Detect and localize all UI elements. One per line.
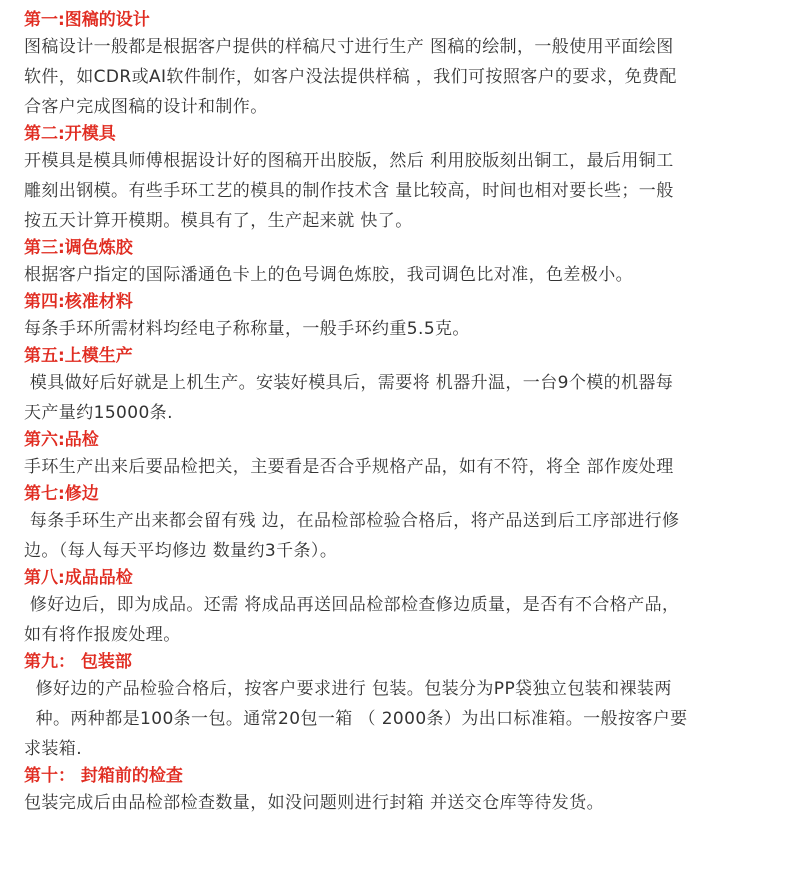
step-body-line: 模具做好后好就是上机生产。安装好模具后，需要将 机器升温，一台9个模的机器每 [24,373,674,393]
step-body [24,260,774,290]
step-body [24,32,774,122]
step-body-line: 图稿设计一般都是根据客户提供的样稿尺寸进行生产 图稿的绘制，一般使用平面绘图 [24,37,674,57]
step-title: 第三:调色炼胶 [24,238,133,258]
step-body-line: 修好边的产品检验合格后，按客户要求进行 包装。包装分为PP袋独立包装和裸装两 [24,679,672,699]
step-title: 第四:核准材料 [24,292,133,312]
step-body [24,788,774,818]
step-section [24,344,774,428]
step-body-line: 种。两种都是100条一包。通常20包一箱 （ 2000条）为出口标准箱。一般按客户要 [24,709,688,729]
step-body-line: 天产量约15000条. [24,403,173,423]
step-body [24,146,774,236]
step-section [24,236,774,290]
step-title: 第二:开模具 [24,124,116,144]
step-section [24,428,774,482]
step-body [24,506,774,566]
step-title: 第九： 包装部 [24,652,132,672]
step-body-line: 修好边后，即为成品。还需 将成品再送回品检部检查修边质量，是否有不合格产品， [24,595,680,615]
step-body-line: 开模具是模具师傅根据设计好的图稿开出胶版，然后 利用胶版刻出铜工，最后用铜工 [24,151,674,171]
step-body-line: 手环生产出来后要品检把关，主要看是否合乎规格产品，如有不符，将全 部作废处理 [24,457,674,477]
step-body [24,452,774,482]
step-body-line: 每条手环所需材料均经电子称称量，一般手环约重5.5克。 [24,319,470,339]
step-body-line: 如有将作报废处理。 [24,625,181,645]
step-section [24,290,774,344]
step-section [24,8,774,122]
step-body-line: 每条手环生产出来都会留有残 边，在品检部检验合格后，将产品送到后工序部进行修 [24,511,680,531]
step-body-line: 包装完成后由品检部检查数量，如没问题则进行封箱 并送交仓库等待发货。 [24,793,605,813]
step-body [24,368,774,428]
step-body-line: 合客户完成图稿的设计和制作。 [24,97,268,117]
step-body-line: 软件，如CDR或AI软件制作，如客户没法提供样稿 ，我们可按照客户的要求，免费配 [24,67,677,87]
step-title: 第八:成品品检 [24,568,133,588]
step-body-line: 求装箱. [24,739,83,759]
step-body-line: 边。（每人每天平均修边 数量约3千条）。 [24,541,338,561]
step-title: 第六:品检 [24,430,99,450]
step-body-line: 根据客户指定的国际潘通色卡上的色号调色炼胶，我司调色比对准，色差极小。 [24,265,633,285]
step-section [24,650,774,764]
step-title: 第十： 封箱前的检查 [24,766,183,786]
step-title: 第一:图稿的设计 [24,10,150,30]
step-body [24,590,774,650]
step-body [24,674,774,764]
step-section [24,764,774,818]
step-body [24,314,774,344]
step-section [24,482,774,566]
step-section [24,566,774,650]
step-title: 第七:修边 [24,484,99,504]
step-section [24,122,774,236]
step-body-line: 雕刻出钢模。有些手环工艺的模具的制作技术含 量比较高，时间也相对要长些；一般 [24,181,674,201]
step-title: 第五:上模生产 [24,346,133,366]
step-body-line: 按五天计算开模期。模具有了，生产起来就 快了。 [24,211,413,231]
